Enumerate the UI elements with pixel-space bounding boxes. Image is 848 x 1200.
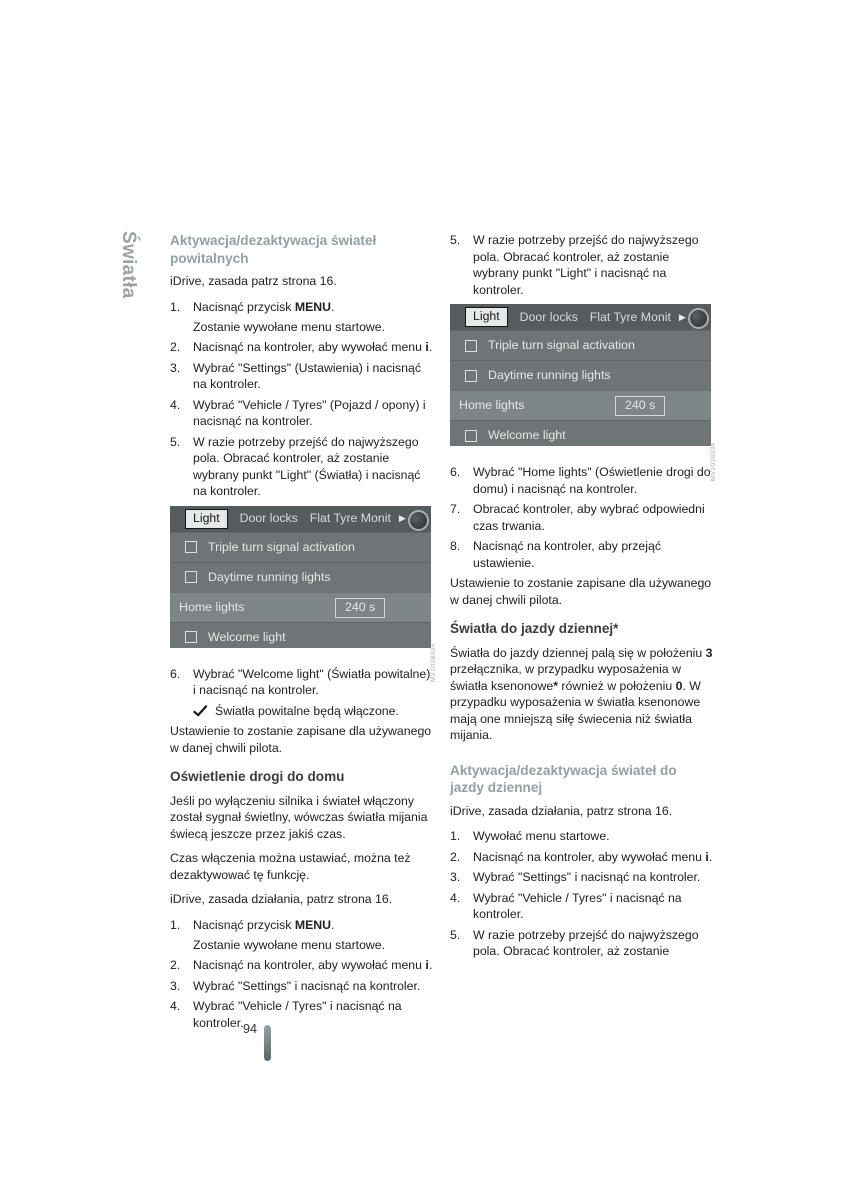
idrive-menu-icon: i	[425, 340, 429, 354]
checkbox-icon	[185, 631, 197, 643]
step-bold: MENU	[294, 917, 332, 932]
idrive-row-daytime-lights	[170, 562, 431, 592]
step-text-post: .	[428, 958, 433, 972]
tab-flat-tyre-monitor: Flat Tyre Monit	[589, 309, 671, 324]
list-number: 2.	[170, 340, 181, 354]
page-number-marker	[264, 1025, 271, 1061]
step-text: Nacisnąć na kontroler, aby przejąć ustawienie.	[473, 539, 661, 570]
paragraph-text: również w położeniu	[558, 678, 676, 693]
list-item	[450, 464, 714, 497]
right-column	[450, 232, 718, 964]
list-number: 5.	[170, 434, 181, 449]
step-text: Nacisnąć na kontroler, aby wywołać menu	[193, 340, 426, 354]
idrive-row-label: Triple turn signal activation	[208, 539, 355, 554]
checkbox-icon	[465, 340, 477, 352]
idrive-row-daytime-lights	[450, 360, 711, 390]
list-item	[170, 666, 434, 720]
idrive-menu-icon: i	[705, 849, 709, 864]
list-number: 5.	[450, 927, 461, 942]
list-item	[170, 998, 434, 1031]
step-bold: MENU	[294, 299, 332, 314]
paragraph-text: . W przypadku wyposażenia w światła ksenonowe mają one mniejszą siłę świecenia niż światła mijania.	[450, 678, 701, 742]
step-text-post: .	[331, 917, 335, 932]
list-number: 1.	[450, 829, 461, 843]
step-text: W razie potrzeby przejść do najwyższego pola. Obracać kontroler, aż zostanie wybrany punkt "Light" i nacisnąć na kontroler.	[473, 233, 699, 297]
step-text: Obracać kontroler, aby wybrać odpowiedni czas trwania.	[473, 502, 705, 533]
section-heading-home-lights: Oświetlenie drogi do domu	[170, 769, 345, 784]
tab-door-locks: Door locks	[239, 511, 298, 526]
step-text: Wybrać "Settings" (Ustawienia) i nacisnąć na kontroler.	[193, 360, 421, 391]
page-footer	[243, 1022, 271, 1061]
page-number: 94	[243, 1022, 258, 1036]
intro-text: iDrive, zasada działania, patrz strona 16.	[170, 892, 393, 906]
chapter-side-label: Światła	[118, 231, 139, 299]
section-heading-daytime-activation: Aktywacja/dezaktywacja świateł do jazdy dziennej	[450, 762, 677, 795]
step-text-post: .	[708, 849, 713, 864]
list-item	[170, 360, 434, 393]
list-number: 1.	[170, 917, 181, 932]
list-number: 1.	[170, 299, 181, 314]
step-text-post: .	[331, 299, 335, 314]
list-number: 2.	[170, 958, 181, 972]
step-text: Nacisnąć na kontroler, aby wywołać menu	[473, 849, 706, 864]
tab-light: Light	[185, 509, 228, 529]
idrive-row-label: Daytime running lights	[488, 368, 611, 383]
idrive-tabbar	[170, 506, 431, 532]
list-item	[170, 299, 434, 336]
arrow-right-icon: ▶	[678, 311, 686, 322]
step-text: Nacisnąć przycisk	[193, 299, 295, 314]
step-text: W razie potrzeby przejść do najwyższego pola. Obracać kontroler, aż zostanie	[473, 927, 699, 958]
list-item	[170, 978, 434, 995]
idrive-menu-icon: i	[425, 958, 429, 972]
list-number: 7.	[450, 502, 461, 516]
list-number: 3.	[170, 360, 181, 375]
home-lights-duration-value: 240 s	[335, 598, 385, 618]
idrive-row-triple-turn	[450, 330, 711, 360]
step-text: Wybrać "Settings" i nacisnąć na kontroler.	[473, 870, 701, 884]
tab-light: Light	[465, 307, 508, 327]
checkbox-icon	[185, 541, 197, 553]
idrive-row-label: Home lights	[179, 599, 245, 614]
idrive-row-welcome-light	[450, 420, 711, 450]
list-item	[170, 917, 434, 954]
body-paragraph: Czas włączenia można ustawiać, można też dezaktywować tę funkcję.	[170, 851, 411, 882]
idrive-row-label: Welcome light	[488, 428, 566, 443]
home-lights-duration-value: 240 s	[615, 396, 665, 416]
list-item	[450, 232, 714, 298]
step-text: Wybrać "Home lights" (Oświetlenie drogi do domu) i nacisnąć na kontroler.	[473, 465, 711, 496]
step-text: Wybrać "Vehicle / Tyres" i nacisnąć na kontroler.	[193, 999, 402, 1030]
idrive-row-welcome-light	[170, 622, 431, 652]
watermark-code: MV2038034	[710, 442, 718, 481]
idrive-row-label: Triple turn signal activation	[488, 338, 635, 353]
checkbox-icon	[465, 430, 477, 442]
step-text: Wybrać "Welcome light" (Światła powitalne) i nacisnąć na kontroler.	[193, 666, 431, 697]
list-item	[450, 828, 714, 845]
paragraph-text: Światła do jazdy dziennej palą się w położeniu	[450, 645, 706, 660]
step-text: Wybrać "Settings" i nacisnąć na kontroler.	[193, 978, 421, 993]
step-text: Wywołać menu startowe.	[473, 829, 610, 843]
list-number: 3.	[170, 978, 181, 993]
note-text: Ustawienie to zostanie zapisane dla używanego w danej chwili pilota.	[170, 724, 432, 755]
step-subtext: Zostanie wywołane menu startowe.	[193, 937, 386, 952]
step-subtext: Zostanie wywołane menu startowe.	[193, 319, 386, 334]
step-text: Nacisnąć przycisk	[193, 917, 295, 932]
step-text: Wybrać "Vehicle / Tyres" i nacisnąć na kontroler.	[473, 890, 682, 921]
step-text: W razie potrzeby przejść do najwyższego pola. Obracać kontroler, aż zostanie wybrany punkt "Light" (Światła) i nacisnąć na kontroler.	[193, 434, 421, 498]
arrow-right-icon: ▶	[398, 513, 406, 524]
idrive-row-home-lights	[450, 390, 711, 420]
section-heading-daytime-lights: Światła do jazdy dziennej*	[450, 621, 619, 636]
intro-text: iDrive, zasada działania, patrz strona 16.	[450, 803, 673, 818]
note-text: Ustawienie to zostanie zapisane dla używanego w danej chwili pilota.	[450, 576, 712, 607]
idrive-row-label: Welcome light	[208, 629, 286, 644]
paragraph-text: przełącznika, w przypadku wyposażenia w światła ksenonowe	[450, 662, 682, 693]
list-item	[170, 397, 434, 430]
checkbox-icon	[465, 370, 477, 382]
step-text: Nacisnąć na kontroler, aby wywołać menu	[193, 958, 426, 972]
checkbox-icon	[185, 571, 197, 583]
body-paragraph	[450, 645, 714, 744]
footnote-asterisk: *	[553, 678, 559, 693]
list-item	[450, 869, 714, 886]
result-line	[193, 703, 434, 720]
intro-text: iDrive, zasada patrz strona 16.	[170, 274, 337, 288]
step-text-post: .	[428, 340, 433, 354]
step-text: Wybrać "Vehicle / Tyres" (Pojazd / opony) i nacisnąć na kontroler.	[193, 397, 426, 428]
idrive-row-triple-turn	[170, 532, 431, 562]
switch-position-3: 3	[705, 645, 713, 660]
list-number: 5.	[450, 233, 461, 247]
switch-position-0: 0	[675, 678, 683, 693]
list-item	[450, 538, 714, 571]
idrive-row-label: Daytime running lights	[208, 569, 331, 584]
tab-flat-tyre-monitor: Flat Tyre Monit	[309, 511, 391, 526]
list-number: 4.	[450, 890, 461, 905]
tab-door-locks: Door locks	[519, 309, 578, 324]
list-number: 6.	[450, 465, 461, 479]
list-number: 3.	[450, 870, 461, 884]
idrive-row-home-lights	[170, 592, 431, 622]
result-text: Światła powitalne będą włączone.	[215, 703, 399, 718]
check-icon	[193, 705, 208, 717]
idrive-row-label: Home lights	[459, 398, 525, 413]
section-heading-welcome-lights: Aktywacja/dezaktywacja świateł powitalnych	[170, 233, 377, 266]
idrive-tabbar	[450, 304, 711, 330]
list-item	[170, 957, 434, 974]
list-item	[450, 927, 714, 960]
body-paragraph: Jeśli po wyłączeniu silnika i świateł włączony został sygnał świetlny, wówczas światła mijania świecą jeszcze przez jakiś czas.	[170, 793, 428, 841]
list-item	[450, 890, 714, 923]
list-item	[170, 434, 434, 500]
watermark-code: MV2038034	[430, 643, 438, 683]
list-item	[450, 849, 714, 866]
list-item	[170, 339, 434, 356]
list-number: 2.	[450, 849, 461, 864]
list-item	[450, 501, 714, 534]
list-number: 4.	[170, 397, 181, 412]
list-number: 4.	[170, 999, 181, 1013]
controller-knob-icon	[688, 308, 709, 329]
left-column	[170, 232, 438, 1035]
list-number: 8.	[450, 539, 461, 553]
list-number: 6.	[170, 666, 181, 681]
controller-knob-icon	[408, 510, 429, 531]
